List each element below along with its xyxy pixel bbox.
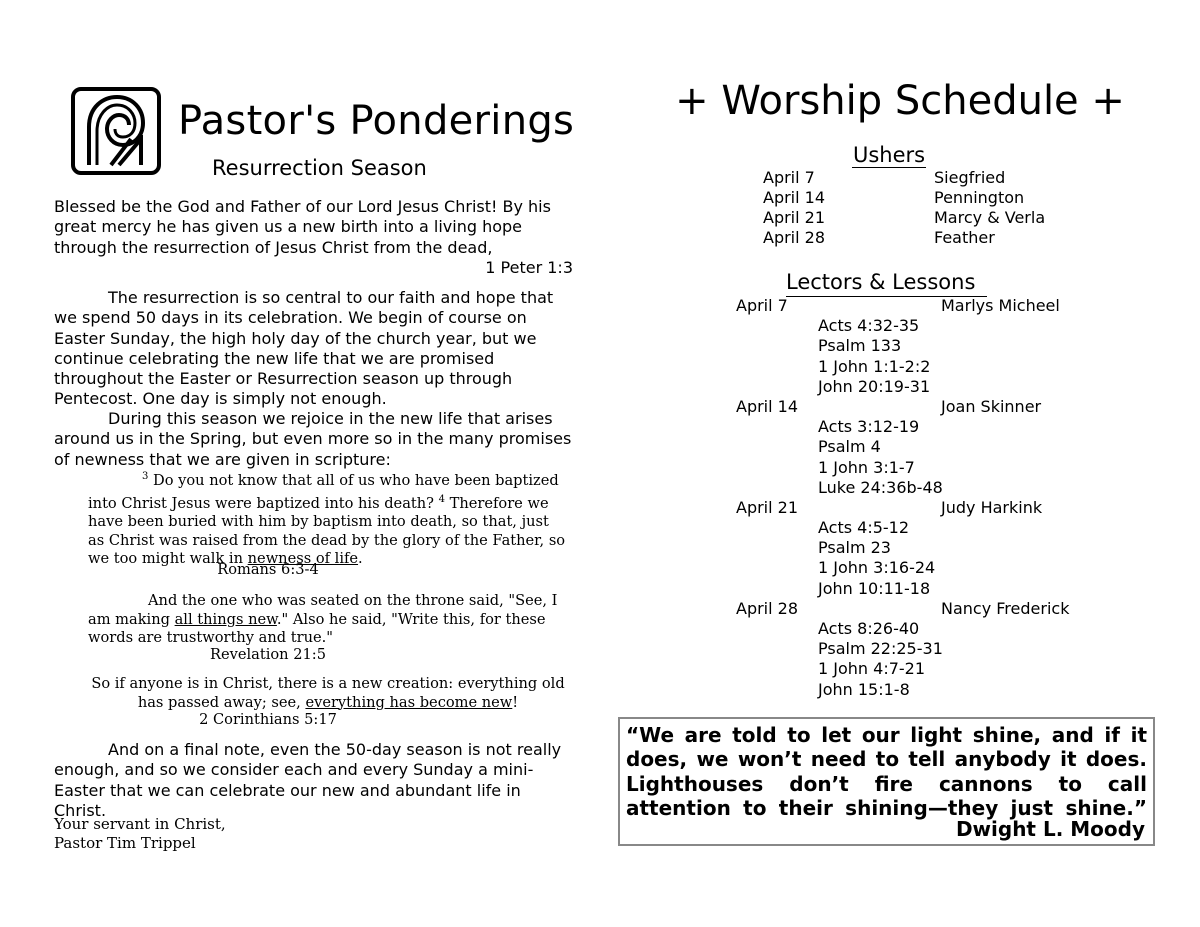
underlined-phrase: everything has become new <box>305 693 513 711</box>
lector-name: Marlys Micheel <box>941 296 1060 315</box>
revelation-quote <box>88 592 568 648</box>
lector-name: Joan Skinner <box>941 396 1042 416</box>
usher-row <box>763 208 1083 228</box>
lesson-reading: John 15:1-8 <box>818 679 910 699</box>
lector-date: April 14 <box>736 396 799 416</box>
quote-text <box>626 723 1147 820</box>
usher-date: April 28 <box>763 228 826 247</box>
lector-date: April 28 <box>736 598 799 618</box>
romans-ref: Romans 6:3-4 <box>217 561 319 578</box>
usher-date: April 14 <box>763 188 826 207</box>
lesson-reading: 1 John 3:1-7 <box>818 457 915 477</box>
lesson-reading: Acts 3:12-19 <box>818 417 920 437</box>
final-paragraph: And on a final note, even the 50-day season is not really enough, and so we consider each and every Sunday a mini-Easter that we can celebrate our new and abundant life in Christ. <box>54 740 562 820</box>
verse-text: And the one who was seated on the throne said, "See, I am making <box>88 592 558 628</box>
usher-date: April 21 <box>763 208 826 227</box>
usher-name: Feather <box>934 228 995 247</box>
intro-verse: Blessed be the God and Father of our Lord Jesus Christ! By his great mercy he has given us a new birth into a living hope through the resurrection of Jesus Christ from the dead, <box>54 197 551 257</box>
lector-row <box>736 498 1116 518</box>
lesson-reading: Psalm 23 <box>818 538 891 558</box>
intro-verse-ref: 1 Peter 1:3 <box>485 258 573 277</box>
lesson-reading: 1 John 4:7-21 <box>818 659 926 679</box>
lesson-reading: Acts 8:26-40 <box>818 619 920 638</box>
usher-row <box>763 228 1083 248</box>
lectors-list <box>736 296 1116 700</box>
signature: Pastor Tim Trippel <box>54 834 196 852</box>
verse-text: Therefore we have been buried with him by baptism into death, so that, just as Christ was raised from the dead by the glory of the Father, so we too might walk in <box>88 494 566 568</box>
usher-name: Siegfried <box>934 168 1006 187</box>
verse-number: 3 <box>142 471 149 482</box>
usher-row <box>763 168 1083 188</box>
quote-line: does, we won’t need to tell anybody it does. <box>626 747 1147 772</box>
subtitle: Resurrection Season <box>212 156 427 180</box>
quote-line: attention to their shining—they just shine.” <box>626 795 1147 820</box>
schedule-header <box>600 0 1200 140</box>
romans-quote <box>88 468 568 569</box>
corinthians-ref: 2 Corinthians 5:17 <box>199 711 337 728</box>
quote-line: “We are told to let our light shine, and if it <box>626 723 1147 747</box>
quote-author: Dwight L. Moody <box>955 817 1145 841</box>
corinthians-quote <box>88 675 568 712</box>
usher-date: April 7 <box>763 168 815 187</box>
lesson-reading: John 10:11-18 <box>818 578 931 598</box>
lector-row <box>736 599 1116 619</box>
lectors-header: Lectors & Lessons <box>786 270 976 294</box>
verse-text: ! <box>512 693 519 711</box>
underlined-phrase: newness of life <box>247 550 359 568</box>
lesson-reading: John 20:19-31 <box>818 376 931 396</box>
verse-text: ." Also he said, "Write this, for these words are trustworthy and true." <box>88 610 546 647</box>
lesson-reading: Psalm 22:25-31 <box>818 639 943 659</box>
page-title: Pastor's Ponderings <box>178 98 575 144</box>
usher-name: Marcy & Verla <box>934 208 1046 227</box>
lector-date: April 21 <box>736 497 799 517</box>
usher-row <box>763 188 1083 208</box>
ushers-header: Ushers <box>853 143 926 167</box>
paragraph-1: The resurrection is so central to our faith and hope that we spend 50 days in its celebration. We begin of course on Easter Sunday, the high holy day of the church year, but we continue celebrating the new life that we are promised throughout the Easter or Resurrection season up through Pentecost. One day is simply not enough. <box>54 288 554 409</box>
lector-date: April 7 <box>736 296 788 315</box>
lesson-reading: Acts 4:32-35 <box>818 316 920 336</box>
verse-number: 4 <box>438 493 445 505</box>
lector-name: Nancy Frederick <box>941 598 1070 618</box>
lesson-reading: Acts 4:5-12 <box>818 518 910 538</box>
lesson-reading: 1 John 1:1-2:2 <box>818 356 931 376</box>
ushers-list <box>763 168 1083 248</box>
paragraph-2: During this season we rejoice in the new life that arises around us in the Spring, but even more so in the many promises of newness that we are given in scripture: <box>54 409 572 469</box>
revelation-ref: Revelation 21:5 <box>209 646 326 663</box>
verse-text: So if anyone is in Christ, there is a new creation: everything old has passed away; see, <box>91 675 565 711</box>
usher-name: Pennington <box>934 188 1025 207</box>
lesson-reading: Psalm 4 <box>818 437 881 457</box>
signature-block <box>54 815 226 853</box>
lector-name: Judy Harkink <box>941 497 1043 517</box>
closing: Your servant in Christ, <box>54 815 226 833</box>
lector-row <box>736 296 1116 316</box>
underlined-phrase: all things new <box>174 610 277 628</box>
shepherd-crook-icon <box>71 87 161 175</box>
lector-row <box>736 397 1116 417</box>
schedule-title: + Worship Schedule + <box>675 78 1125 124</box>
verse-text: Do you not know that all of us who have been baptized into Christ Jesus were baptized into his death? <box>88 472 559 512</box>
verse-text: . <box>358 550 363 568</box>
lesson-reading: Psalm 133 <box>818 336 902 356</box>
lesson-reading: 1 John 3:16-24 <box>818 558 936 578</box>
lesson-reading: Luke 24:36b-48 <box>818 477 943 497</box>
quote-box <box>618 717 1155 846</box>
quote-line: Lighthouses don’t fire cannons to call <box>626 771 1147 796</box>
